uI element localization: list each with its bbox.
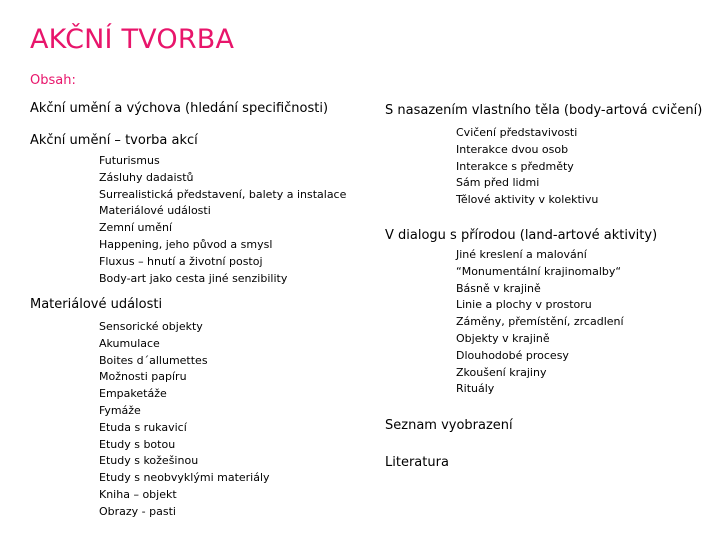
list-item: Materiálové události <box>99 204 211 218</box>
list-item: Akumulace <box>99 336 160 350</box>
section-heading-akcni-umeni-vychova: Akční umění a výchova (hledání specifičnosti) <box>30 101 329 116</box>
list-item: Etudy s kožešinou <box>99 454 199 468</box>
section-heading-seznam-vyobrazeni: Seznam vyobrazení <box>385 418 513 433</box>
list-item: Kniha – objekt <box>99 487 177 501</box>
list-item: Empaketáže <box>99 387 167 401</box>
list-item: Záměny, přemístění, zrcadlení <box>456 315 624 329</box>
list-item: Body-art jako cesta jiné senzibility <box>99 271 288 285</box>
list-item: Zemní umění <box>99 221 173 235</box>
section-heading-literatura: Literatura <box>385 455 449 470</box>
list-item: Futurismus <box>99 154 160 167</box>
tvorba-akci-list <box>99 153 346 287</box>
page-title: AKČNÍ TVORBA <box>30 24 235 55</box>
list-item: Interakce s předměty <box>456 159 574 173</box>
land-art-list <box>456 247 624 398</box>
list-item: Linie a plochy v prostoru <box>456 298 592 312</box>
list-item: Objekty v krajině <box>456 331 550 345</box>
list-item: Fluxus – hnutí a životní postoj <box>99 254 263 268</box>
list-item: Možnosti papíru <box>99 370 187 384</box>
list-item: Zkoušení krajiny <box>456 365 547 379</box>
list-item: Zásluhy dadaistů <box>99 170 194 184</box>
list-item: Sám před lidmi <box>456 176 540 190</box>
list-item: Rituály <box>456 382 495 396</box>
list-item: Básně v krajině <box>456 281 541 295</box>
list-item: Etudy s neobvyklými materiály <box>99 471 270 485</box>
list-item: Sensorické objekty <box>99 320 203 333</box>
materialove-udalosti-list <box>99 319 270 521</box>
list-item: Interakce dvou osob <box>456 142 569 156</box>
list-item: Happening, jeho původ a smysl <box>99 237 273 251</box>
list-item: Tělové aktivity v kolektivu <box>456 193 599 207</box>
section-heading-body-art: S nasazením vlastního těla (body-artová cvičení) <box>385 103 703 118</box>
list-item: Etudy s botou <box>99 437 176 451</box>
list-item: Dlouhodobé procesy <box>456 348 569 362</box>
list-item: Etuda s rukavicí <box>99 420 187 434</box>
list-item: Surrealistická představení, balety a instalace <box>99 187 347 201</box>
list-item: Boites d´allumettes <box>99 353 208 367</box>
section-heading-tvorba-akci: Akční umění – tvorba akcí <box>30 133 198 148</box>
list-item: Obrazy - pasti <box>99 504 176 518</box>
section-heading-land-art: V dialogu s přírodou (land-artové aktivity) <box>385 228 658 243</box>
body-art-list <box>456 125 598 209</box>
list-item: Fymáže <box>99 403 141 417</box>
contents-label: Obsah: <box>30 73 76 88</box>
list-item: Cvičení představivosti <box>456 126 578 139</box>
list-item: Jiné kreslení a malování <box>456 248 587 261</box>
section-heading-materialove-udalosti: Materiálové události <box>30 297 163 312</box>
list-item: “Monumentální krajinomalby“ <box>456 264 622 278</box>
